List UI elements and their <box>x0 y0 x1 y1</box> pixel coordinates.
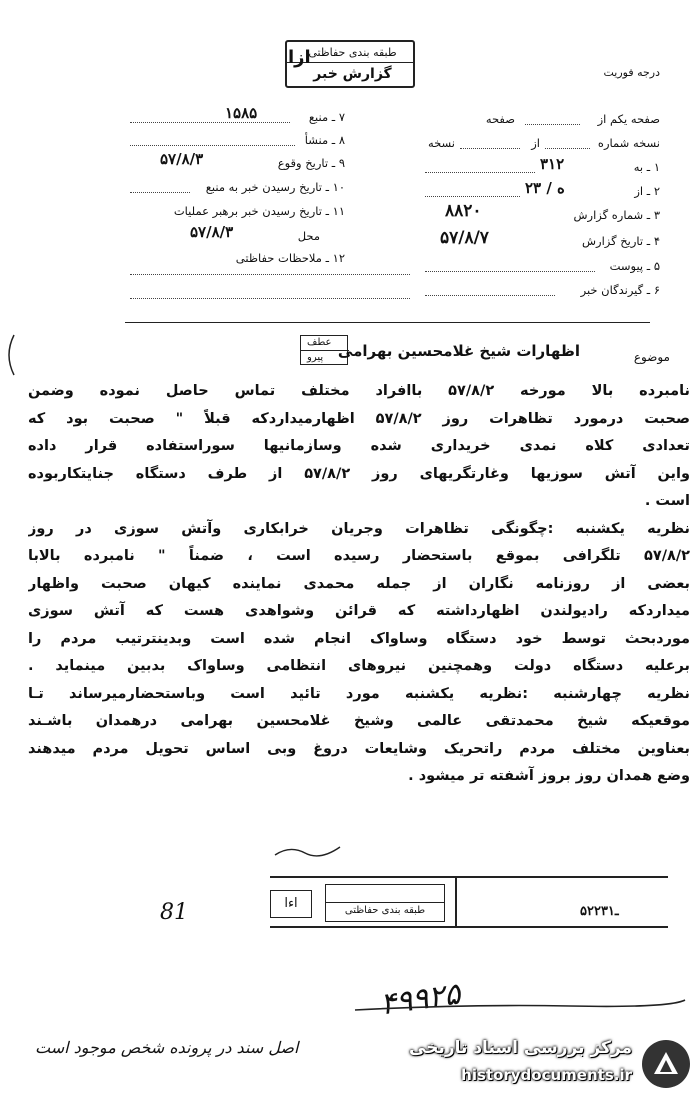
page-suffix: صفحه <box>485 112 515 126</box>
signature-scribble <box>270 835 350 865</box>
copy-number-label: نسخه شماره <box>597 136 660 150</box>
body-line: بعضی از روزنامه نگاران از جمله محمدی نماینده کیهان صحبت واظهار <box>28 575 690 592</box>
body-line: است . <box>644 493 690 509</box>
header-separator <box>125 322 650 323</box>
body-line: موقعیکه شیخ محمدتقی عالمی وشیخ غلامحسین بهرامی درهمدان باشـند <box>28 713 690 729</box>
bottom-classification-stamp <box>325 884 445 922</box>
body-line: موردبحث توسط خود دستگاه وساواک انجام شده است وبدینترتیب مردم را <box>28 630 690 647</box>
archive-logo-icon <box>640 1038 692 1090</box>
report-number-label: ۳ ـ شماره گزارش <box>573 208 660 222</box>
field-from-label: ۲ ـ از <box>634 184 660 198</box>
report-body <box>28 378 690 791</box>
reference-label: عطف <box>307 337 332 348</box>
field-from-value: ۲۳ / ه <box>525 179 565 197</box>
dotted-line <box>425 172 535 173</box>
field-to-value: ۳۱۲ <box>540 155 565 173</box>
source-value: ۱۵۸۵ <box>225 104 258 122</box>
body-line: صحبت درمورد تظاهرات روز ۵۷/۸/۲ اظهارمیداردکه قبلاً " صحبت بود که <box>28 410 690 427</box>
body-line: نامبرده بالا مورخه ۵۷/۸/۲ باافراد مختلف تماس حاصل نموده وضمن <box>28 383 690 399</box>
handwritten-archive-number: ۴۹۹۲۵ <box>377 976 463 1023</box>
source-receipt-date-label: ۱۰ ـ تاریخ رسیدن خبر به منبع <box>205 180 345 194</box>
dotted-line <box>545 148 590 149</box>
body-line: میداردکه رادیولندن اظهارداشته که قرائن وشواهدی هست که آتش سوزی <box>28 603 690 619</box>
priority-label: درجه فوریت <box>603 66 660 79</box>
body-line: برعلیه دستگاه دولت وهمچنین نیروهای انتظامی وساواک بدبین مینماید . <box>28 658 690 674</box>
stamp-handwritten-mark: ازا <box>288 47 311 68</box>
origin-label: ۸ ـ منشأ <box>304 133 345 147</box>
dotted-line <box>130 192 190 193</box>
field-to-label: ۱ ـ به <box>633 160 660 174</box>
place-label: محل <box>297 229 320 243</box>
body-line: نظریه یکشنبه :چگونگی تظاهرات وجریان خرابکاری وآتش سوزی در روز <box>28 520 690 537</box>
page-label: صفحه یکم از <box>597 112 660 126</box>
copy-suffix: نسخه <box>427 136 455 150</box>
dotted-line <box>460 148 520 149</box>
place-value: ۵۷/۸/۳ <box>190 223 234 241</box>
security-notes-label: ۱۲ ـ ملاحظات حفاظتی <box>235 251 345 265</box>
body-line: تعدادی کلاه نمدی خریداری شده وسازمانیها سوراستفاده قرار داده <box>28 438 690 454</box>
stamp-report-title: گزارش خبر <box>313 66 392 82</box>
body-line: وضع همدان روز بروز آشفته تر میشود . <box>408 768 690 784</box>
operations-receipt-date-label: ۱۱ ـ تاریخ رسیدن خبر برهبر عملیات <box>173 204 345 218</box>
stamp-divider <box>326 902 444 903</box>
occurrence-date-value: ۵۷/۸/۳ <box>160 150 204 168</box>
stamp-classification-label: طبقه بندی حفاظتی <box>308 46 397 59</box>
dotted-line <box>425 271 595 272</box>
dotted-line <box>130 274 410 275</box>
bottom-stamp-separator <box>455 878 457 926</box>
attachment-label: ۵ ـ پیوست <box>609 259 660 273</box>
followup-label: پیرو <box>307 352 324 363</box>
report-date-label: ۴ ـ تاریخ گزارش <box>581 234 660 248</box>
dotted-line <box>130 145 295 146</box>
body-line: ۵۷/۸/۲ تلگرافی بموقع باستحضار رسیده است ، ضمناً " نامبرده بالابا <box>28 548 690 564</box>
subject-text: اظهارات شیخ غلامحسین بهرامی <box>337 342 580 360</box>
handwritten-81: 81 <box>160 900 188 925</box>
bottom-stamp-label: طبقه بندی حفاظتی <box>344 905 426 916</box>
subject-label: موضوع <box>633 350 670 364</box>
margin-mark <box>0 330 20 380</box>
handwritten-note: اصل سند در پرونده شخص موجود است <box>35 1038 299 1057</box>
dotted-line <box>425 295 555 296</box>
body-line: نظریه چهارشنبه :نظریه یکشنبه مورد تائید است وباستحضارمیرساند تـا <box>28 685 690 702</box>
dotted-line <box>525 124 580 125</box>
dotted-line <box>130 298 410 299</box>
body-line: بعناوین مختلف مردم راتحریک وشایعات دروغ وبی اساس تحویل مردم میدهند <box>28 740 690 757</box>
bottom-small-stamp: اءا <box>270 890 312 918</box>
copy-of-label: از <box>531 136 540 150</box>
archive-watermark <box>409 1034 692 1094</box>
watermark-title: مرکز بررسی اسناد تاریخی <box>409 1038 632 1058</box>
underline-scribble <box>350 996 690 1016</box>
report-number-value: ۸۸۲۰ <box>445 201 482 221</box>
watermark-url: historydocuments.ir <box>461 1066 632 1084</box>
report-date-value: ۵۷/۸/۷ <box>440 228 489 248</box>
recipients-label: ۶ ـ گیرندگان خبر <box>580 283 660 297</box>
body-line: واین آتش سوزیها وغارتگریهای روز ۵۷/۸/۲ از طرف دستگاه جنایتکاربوده <box>28 465 690 482</box>
dotted-line <box>130 122 290 123</box>
dotted-line <box>425 196 520 197</box>
source-label: ۷ ـ منبع <box>308 110 345 124</box>
occurrence-date-label: ۹ ـ تاریخ وقوع <box>277 156 345 170</box>
bottom-reference-number: ۵۲ـ۲۳۱ <box>580 904 619 919</box>
